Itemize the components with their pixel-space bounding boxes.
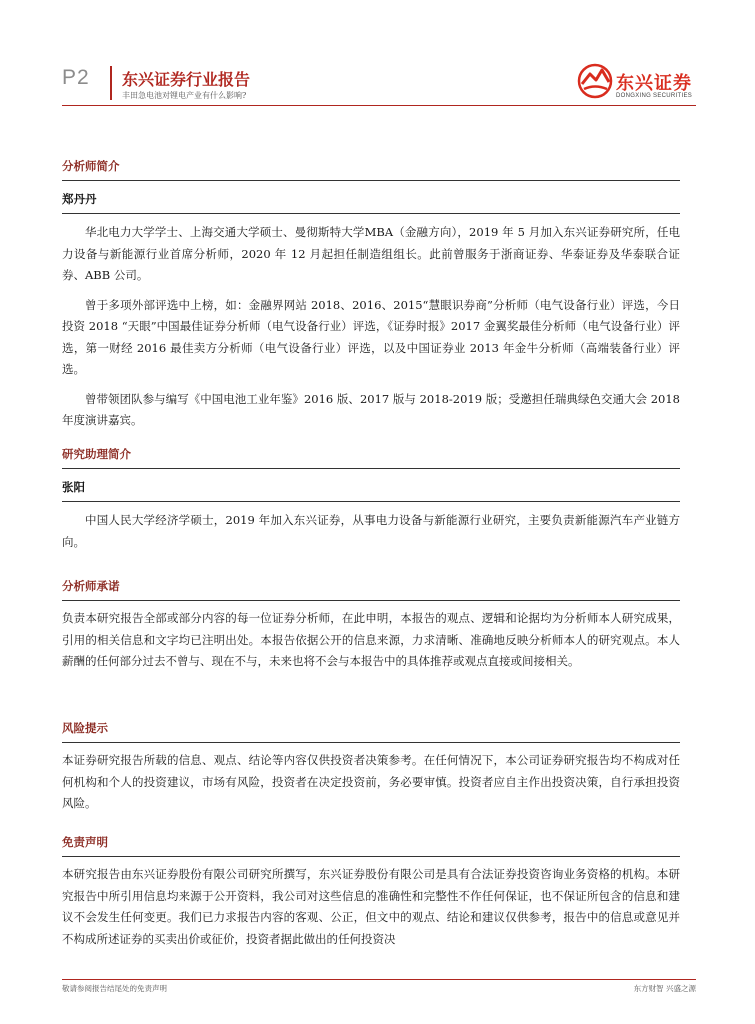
section-title-assistant: 研究助理简介 [62, 446, 680, 469]
logo-subtext: DONGXING SECURITIES [616, 93, 693, 99]
section-title-risk: 风险提示 [62, 720, 680, 743]
page-number: P2 [62, 66, 90, 89]
disclaimer-section [62, 834, 680, 950]
commitment-section [62, 578, 680, 673]
analyst-paragraph-1: 华北电力大学学士、上海交通大学硕士、曼彻斯特大学MBA（金融方向），2019 年 5 月加入东兴证券研究所，任电力设备与新能源行业首席分析师，2020 年 12 月起担任制造组组长。此前曾服务于浙商证券、华泰证券及华泰联合证券、ABB 公司。 [62, 225, 680, 282]
report-title: 丰田急电池对锂电产业有什么影响? [122, 91, 247, 100]
footer-slogan: 东方财智 兴盛之源 [633, 984, 696, 993]
report-series-title: 东兴证券行业报告 [122, 70, 251, 89]
footer-rule [62, 979, 696, 980]
header-rule [62, 105, 696, 106]
assistant-section [62, 446, 680, 553]
section-title-disclaimer: 免责声明 [62, 834, 680, 857]
risk-section [62, 720, 680, 815]
logo-text: 东兴证券 [616, 73, 692, 94]
header-divider [110, 66, 112, 100]
assistant-paragraph-1: 中国人民大学经济学硕士，2019 年加入东兴证券，从事电力设备与新能源行业研究，主要负责新能源汽车产业链方向。 [62, 513, 680, 549]
commitment-text: 负责本研究报告全部或部分内容的每一位证券分析师，在此申明，本报告的观点、逻辑和论据均为分析师本人研究成果，引用的相关信息和文字均已注明出处。本报告依据公开的信息来源，力求清晰、准确地反映分析师本人的研究观点。本人薪酬的任何部分过去不曾与、现在不与，未来也将不会与本报告中的具体推荐或观点直接或间接相关。 [62, 611, 680, 668]
analyst-name: 郑丹丹 [62, 181, 680, 214]
disclaimer-text: 本研究报告由东兴证券股份有限公司研究所撰写，东兴证券股份有限公司是具有合法证券投资咨询业务资格的机构。本研究报告中所引用信息均来源于公开资料，我公司对这些信息的准确性和完整性不作任何保证，也不保证所包含的信息和建议不会发生任何变更。我们已力求报告内容的客观、公正，但文中的观点、结论和建议仅供参考，报告中的信息或意见并不构成所述证券的买卖出价或征价，投资者据此做出的任何投资决 [62, 867, 680, 946]
footer-disclaimer-note: 敬请参阅报告结尾处的免责声明 [62, 984, 167, 993]
analyst-paragraph-3: 曾带领团队参与编写《中国电池工业年鉴》2016 版、2017 版与 2018-2019 版；受邀担任瑞典绿色交通大会 2018 年度演讲嘉宾。 [62, 391, 680, 427]
assistant-name: 张阳 [62, 469, 680, 502]
analyst-paragraph-2: 曾于多项外部评选中上榜，如：金融界网站 2018、2016、2015“慧眼识券商”分析师（电气设备行业）评选，今日投资 2018 “天眼”中国最佳证券分析师（电气设备行业）评选，《证券时报》2017 金翼奖最佳分析师（电气设备行业）评选，第一财经 2016 最佳卖方分析师（电气设备行业）评选，以及中国证券业 2013 年金牛分析师（高端装备行业）评选。 [62, 297, 680, 376]
section-title-analyst: 分析师简介 [62, 158, 680, 181]
section-title-commitment: 分析师承诺 [62, 578, 680, 601]
analyst-section [62, 158, 680, 432]
risk-text: 本证券研究报告所载的信息、观点、结论等内容仅供投资者决策参考。在任何情况下，本公司证券研究报告均不构成对任何机构和个人的投资建议，市场有风险，投资者在决定投资前，务必要审慎。投资者应自主作出投资决策，自行承担投资风险。 [62, 753, 680, 810]
